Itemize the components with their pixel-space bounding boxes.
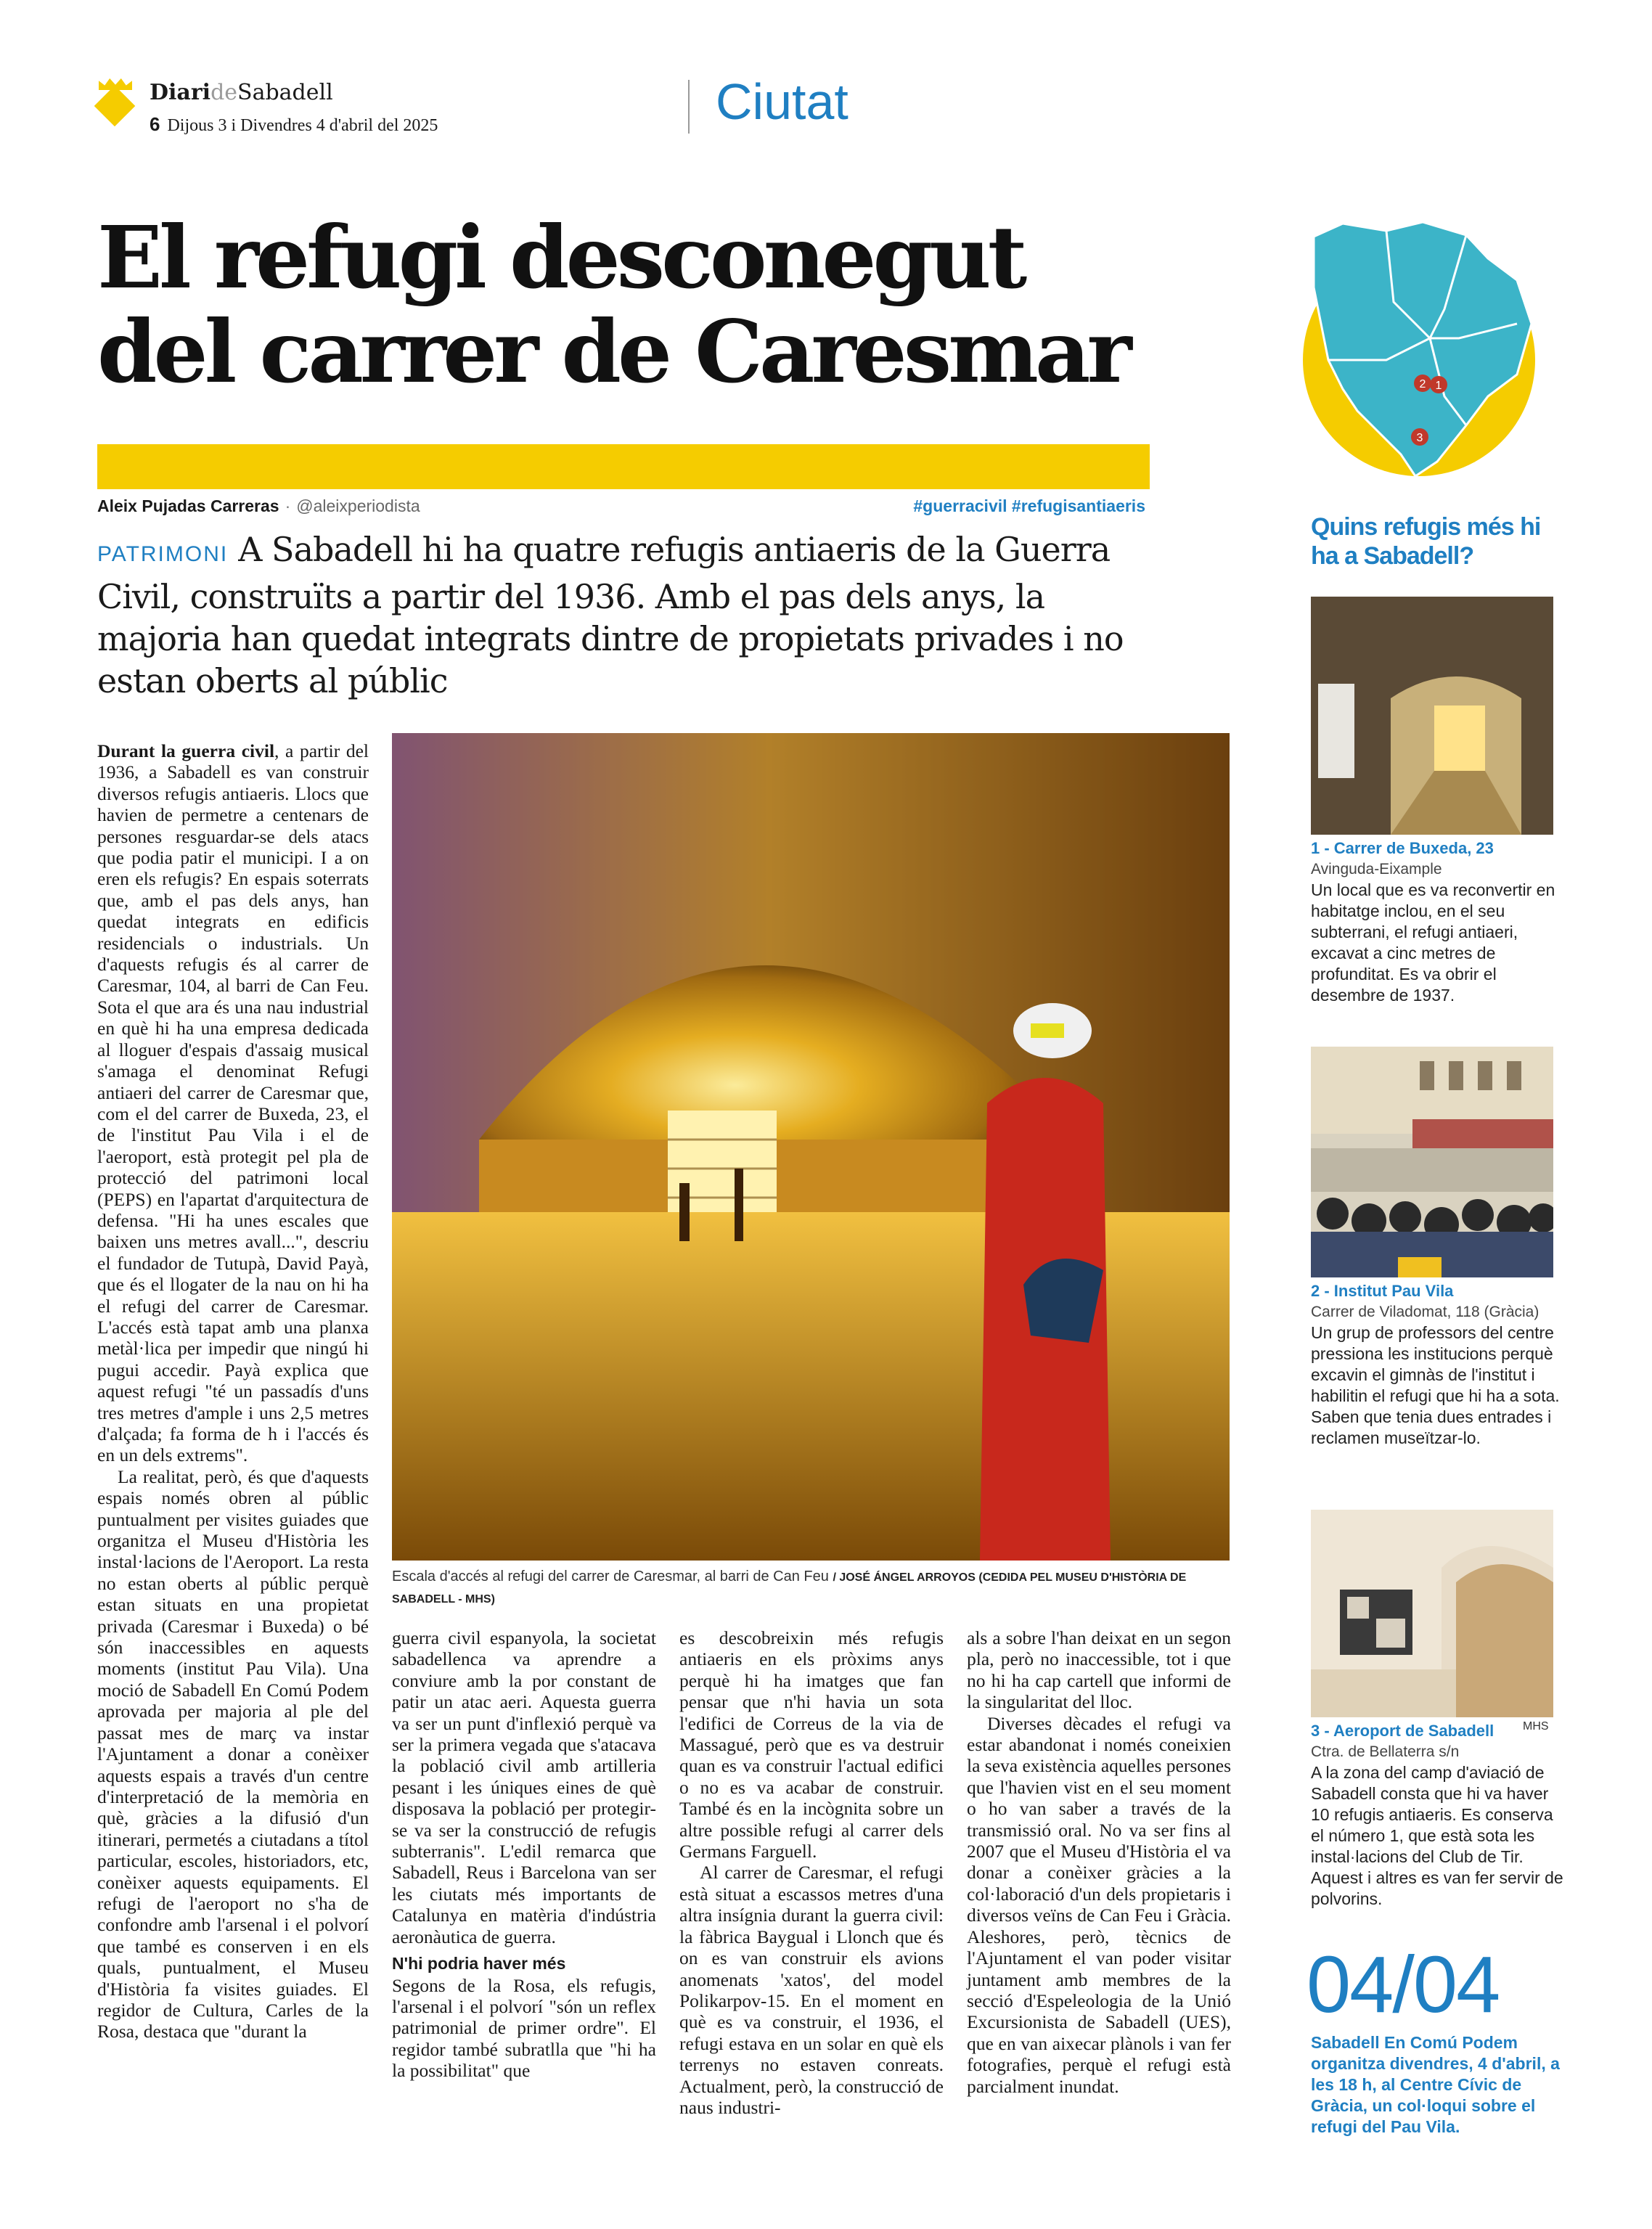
sidebar-item-address: Avinguda-Eixample (1311, 861, 1442, 878)
sidebar-item-address: Carrer de Viladomat, 118 (Gràcia) (1311, 1304, 1539, 1320)
paragraph: Durant la guerra civil, a partir del 1936, a Sabadell es van construir diversos refugis antiaeris. Llocs que havien de permetre a centenars de persones resguardar-se dels atacs que podia patir el municipi. I a on eren els refugis? En espais soterrats que, amb el pas dels anys, han quedat integrats en edificis residencials o industrials. Un d'aquests refugis és al carrer de Caresmar, 104, al barri de Can Feu. Sota el que ara és una nau industrial en què hi ha una empresa dedicada al lloguer d'espais d'assaig musical s'amaga el denominat Refugi antiaeri del carrer de Caresmar que, com el del carrer de Buxeda, 23, el de l'institut Pau Vila i el de l'aeroport, està protegit pel pla de protecció del patrimoni local (PEPS) en l'apartat d'arquitectura de defensa. "Hi ha unes escales que baixen uns metres avall...", descriu el fundador de Tutupà, David Payà, que és el llogater de la nau on hi ha el refugi del carrer de Caresmar. L'accés està tapat amb una planxa metàl·lica per impedir que ningú hi pugui accedir. Payà explica que aquest refugi "té un passadís d'uns tres metres d'ample i uns 2,5 metres d'alçada; fa forma de h i l'accés és en un dels extrems". (97, 740, 369, 1466)
kicker: PATRIMONI (97, 542, 229, 566)
photo-credit: / JOSÉ ÁNGEL ARROYOS (CEDIDA PEL MUSEU D'HISTÒRIA DE SABADELL - MHS) (392, 1571, 1187, 1606)
headline-line-2: del carrer de Caresmar (97, 301, 1129, 402)
headline-line-1: El refugi desconegut (97, 207, 1024, 308)
sidebar-item-3 (1311, 1720, 1565, 1910)
brand-logo-icon (96, 78, 134, 116)
page-number: 6 (150, 113, 160, 135)
byline: Aleix Pujadas Carreras · @aleixperiodista (97, 496, 420, 515)
author-handle: @aleixperiodista (296, 496, 420, 515)
event-date: 04/04 (1307, 1940, 1500, 2029)
map-marker-1: 1 (1435, 380, 1442, 392)
article-column-1 (97, 740, 369, 2042)
subheading: N'hi podria haver més (392, 1954, 566, 1974)
article-column-4 (967, 1627, 1231, 2097)
sidebar-item-heading: 2 - Institut Pau Vila (1311, 1282, 1454, 1300)
sidebar-title: Quins refugis més hi ha a Sabadell? (1311, 513, 1541, 570)
article-column-2 (392, 1627, 656, 2082)
event-text: Sabadell En Comú Podem organitza divendres, 4 d'abril, a les 18 h, al Centre Cívic de Gràcia, un col·loqui sobre el refugi del Pau Vila. (1311, 2033, 1560, 2136)
sidebar-item-heading: 1 - Carrer de Buxeda, 23 (1311, 839, 1494, 857)
author-name: Aleix Pujadas Carreras (97, 496, 279, 515)
map-marker-3: 3 (1416, 432, 1423, 444)
paragraph: als a sobre l'han deixat en un segon pla, però no inaccessible, tot i que no hi ha cap cartell que informi de la singularitat del lloc. (967, 1627, 1231, 1713)
hashtags: #guerracivil #refugisantiaeris (913, 496, 1145, 515)
brand-name: DiarideSabadell (150, 80, 333, 105)
sidebar-item-text: Un grup de professors del centre pressiona les institucions perquè excavin el gimnàs de l'institut i habilitin el refugi que hi ha a sota. Saben que tenia dues entrades i reclamen museïtzar-lo. (1311, 1323, 1560, 1447)
paragraph: Segons de la Rosa, els refugis, l'arsenal i el polvorí "són un reflex patrimonial de primer ordre". El regidor també subratlla que "hi ha la possibilitat" que (392, 1974, 656, 2082)
headline (97, 207, 1201, 402)
sidebar-photo-buxeda (1311, 597, 1553, 835)
sidebar-photo-aeroport (1311, 1510, 1553, 1717)
tunnel-illustration (392, 733, 1230, 1561)
refuges-map (1299, 215, 1539, 480)
sidebar-item-address: Ctra. de Bellaterra s/n (1311, 1743, 1460, 1760)
paragraph: La realitat, però, és que d'aquests espais només obren al públic puntualment per visites guiades que organitza el Museu d'Història les instal·lacions de l'Aeroport. La resta no estan oberts al públic perquè estan situats en una propietat privada (Caresmar i Buxeda) o bé són inaccessibles en aquests moments (institut Pau Vila). Una moció de Sabadell En Comú Podem aprovada per majoria al ple del passat mes de març va instar l'Ajuntament a donar a conèixer aquests espais a través d'un centre d'interpretació de la memòria en què, gràcies a la difusió d'un itinerari, permetés a ciutadans a títol particular, escoles, historiadors, etc, conèixer aquests equipaments. El refugi de l'aeroport no s'ha de confondre amb l'arsenal i el polvorí que també es conserven i en els quals, puntualment, el Museu d'Història fa visites guiades. El regidor de Cultura, Carles de la Rosa, destaca que "durant la (97, 1465, 369, 2042)
main-photo-tunnel (392, 733, 1230, 1561)
page-info (150, 113, 438, 136)
sidebar-item-1 (1311, 838, 1565, 1006)
section-title: Ciutat (716, 73, 849, 130)
paragraph: Diverses dècades el refugi va estar abandonat i només coneixien la seva existència aquelles persones que l'havien vist en el seu moment o ho van saber a través de la transmissió oral. No va ser fins al 2007 que el Museu d'Història el va donar a conèixer gràcies a la col·laboració d'un dels propietaris i diversos veïns de Can Feu i Gràcia. Aleshores, però, tècnics de l'Ajuntament el van poder visitar juntament amb membres de la secció d'Espeleologia de la Unió Excursionista de Sabadell (UES), que en van aixecar plànols i van fer fotografies, perquè el refugi està parcialment inundat. (967, 1712, 1231, 2097)
sidebar-item-text: A la zona del camp d'aviació de Sabadell consta que hi va haver 10 refugis antiaeris. Es conserva el número 1, que està sota les instal·lacions del Club de Tir. Aquest i altres es van fer servir de polvorins. (1311, 1763, 1563, 1908)
sidebar-item-2 (1311, 1280, 1565, 1449)
paragraph: es descobreixin més refugis antiaeris en els pròxims anys perquè hi ha imatges que fan pensar que n'hi havia un sota l'edifici de Correus de la via de Massagué, però que es va destruir quan es va construir l'actual edifici o no es va acabar de construir. També és en la incògnita sobre un altre possible refugi al carrer dels Germans Farguell. (679, 1627, 944, 1862)
article-column-3 (679, 1627, 944, 2118)
sidebar-photo-pau-vila (1311, 1047, 1553, 1277)
photo3-credit: MHS (1523, 1720, 1549, 1733)
sidebar-item-text: Un local que es va reconvertir en habitatge inclou, en el seu subterrani, el refugi antiaeri, excavat a cinc metres de profunditat. Es va obrir el desembre de 1937. (1311, 880, 1555, 1005)
sidebar-item-heading: 3 - Aeroport de Sabadell (1311, 1722, 1494, 1740)
paragraph: Al carrer de Caresmar, el refugi està situat a escassos metres d'una altra insígnia durant la guerra civil: la fàbrica Baygual i Llonch que és on es van construir els avions anomenats 'xatos', del model Polikarpov-15. En el moment en què es va construir, el 1936, el refugi estava en un solar en què els terrenys no estaven conreats. Actualment, però, la construcció de naus industri- (679, 1862, 944, 2118)
header-divider (688, 80, 690, 134)
map-marker-2: 2 (1419, 378, 1426, 390)
issue-date: Dijous 3 i Divendres 4 d'abril del 2025 (167, 116, 438, 135)
lead-paragraph: PATRIMONI A Sabadell hi ha quatre refugis antiaeris de la Guerra Civil, construïts a partir del 1936. Amb el pas dels anys, la majoria han quedat integrats dintre de propietats privades i no estan oberts al públic (97, 530, 1124, 700)
paragraph: guerra civil espanyola, la societat sabadellenca va aprendre a conviure amb la por constant de patir un atac aeri. Aquesta guerra va ser un punt d'inflexió perquè va ser la primera vegada que s'atacava la població civil amb artilleria pesant i les úniques eines de què disposava la població per protegir-se va ser la construcció de refugis subterranis". L'edil remarca que Sabadell, Reus i Barcelona van ser les ciutats més importants de Catalunya en matèria d'indústria aeronàutica de guerra. (392, 1627, 656, 1947)
headline-yellow-bar (97, 444, 1150, 489)
photo-caption: Escala d'accés al refugi del carrer de Caresmar, al barri de Can Feu / JOSÉ ÁNGEL ARROYOS (CEDIDA PEL MUSEU D'HISTÒRIA DE SABADELL - MHS) (392, 1569, 1187, 1606)
